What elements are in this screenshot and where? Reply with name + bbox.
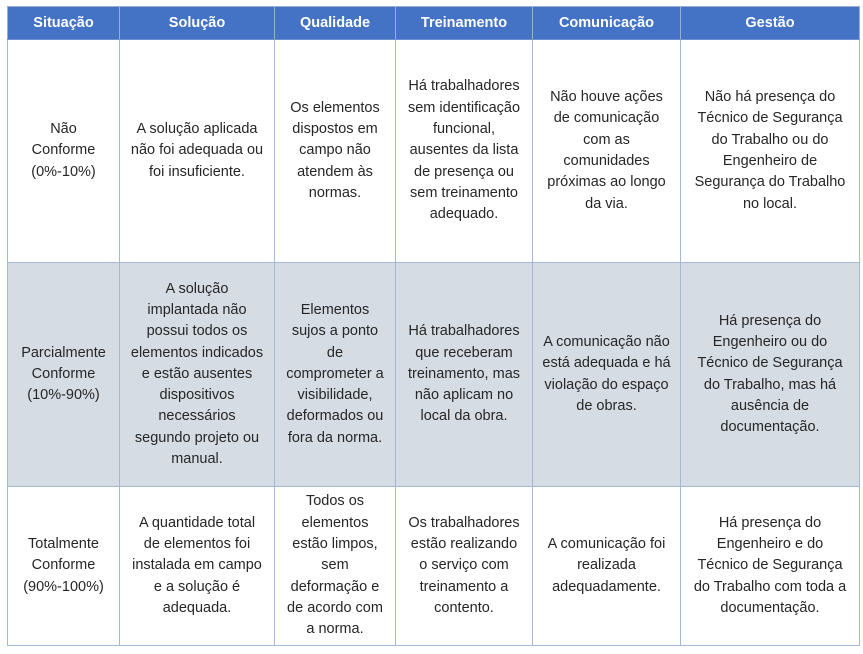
header-solucao: Solução — [120, 7, 275, 40]
cell-text: Não houve ações de comunicação com as comunidades próximas ao longo da via. — [547, 89, 666, 212]
cell-text: A solução implantada não possui todos os elementos indicados e estão ausentes dispositivos necessários segundo projeto ou manual. — [130, 280, 264, 468]
header-treinamento: Treinamento — [396, 7, 533, 40]
cell-text: Totalmente Conforme (90%-100%) — [23, 536, 104, 595]
cell-situacao — [8, 263, 120, 487]
header-qualidade: Qualidade — [275, 7, 396, 40]
cell-text: Há presença do Engenheiro e do Técnico de Segurança do Trabalho com toda a documentação. — [693, 514, 847, 616]
cell-gestao — [681, 40, 860, 263]
cell-qualidade — [275, 40, 396, 263]
cell-solucao — [120, 263, 275, 487]
cell-text: Há trabalhadores que receberam treinamento, mas não aplicam no local da obra. — [407, 323, 521, 425]
cell-text: Parcialmente Conforme (10%-90%) — [21, 344, 106, 404]
cell-text: Há presença do Engenheiro ou do Técnico de Segurança do Trabalho, mas há ausência de documentação. — [697, 312, 843, 436]
cell-comunicacao — [533, 40, 681, 263]
table-row — [8, 263, 860, 487]
cell-text: Há trabalhadores sem identificação funcional, ausentes da lista de presença ou sem treinamento adequado. — [407, 78, 521, 223]
table-header-row — [8, 7, 860, 40]
header-comunicacao: Comunicação — [533, 7, 681, 40]
cell-text: A comunicação foi realizada adequadamente. — [547, 536, 666, 595]
table-row — [8, 487, 860, 646]
cell-treinamento — [396, 40, 533, 263]
cell-text: A quantidade total de elementos foi instalada em campo e a solução é adequada. — [132, 514, 262, 616]
cell-solucao — [120, 40, 275, 263]
cell-situacao — [8, 487, 120, 646]
cell-comunicacao — [533, 263, 681, 487]
cell-gestao — [681, 263, 860, 487]
cell-text: Os elementos dispostos em campo não atendem às normas. — [290, 99, 380, 201]
cell-gestao — [681, 487, 860, 646]
cell-text: A comunicação não está adequada e há violação do espaço de obras. — [542, 333, 671, 414]
cell-comunicacao — [533, 487, 681, 646]
cell-text: A solução aplicada não foi adequada ou foi insuficiente. — [130, 121, 264, 180]
cell-text: Os trabalhadores estão realizando o serviço com treinamento a contento. — [408, 514, 520, 616]
header-gestao: Gestão — [681, 7, 860, 40]
cell-text: Não há presença do Técnico de Segurança do Trabalho ou do Engenheiro de Segurança do Trabalho no local. — [694, 89, 846, 212]
cell-text: Elementos sujos a ponto de comprometer a visibilidade, deformados ou fora da norma. — [286, 301, 384, 446]
cell-text: Todos os elementos estão limpos, sem deformação e de acordo com a norma. — [287, 493, 383, 638]
header-situacao: Situação — [8, 7, 120, 40]
cell-situacao — [8, 40, 120, 263]
cell-text: Não Conforme (0%-10%) — [31, 121, 96, 180]
table-row — [8, 40, 860, 263]
cell-qualidade — [275, 487, 396, 646]
cell-treinamento — [396, 487, 533, 646]
cell-treinamento — [396, 263, 533, 487]
cell-qualidade — [275, 263, 396, 487]
conformity-table — [7, 6, 860, 646]
cell-solucao — [120, 487, 275, 646]
conformity-table-container — [7, 6, 860, 646]
